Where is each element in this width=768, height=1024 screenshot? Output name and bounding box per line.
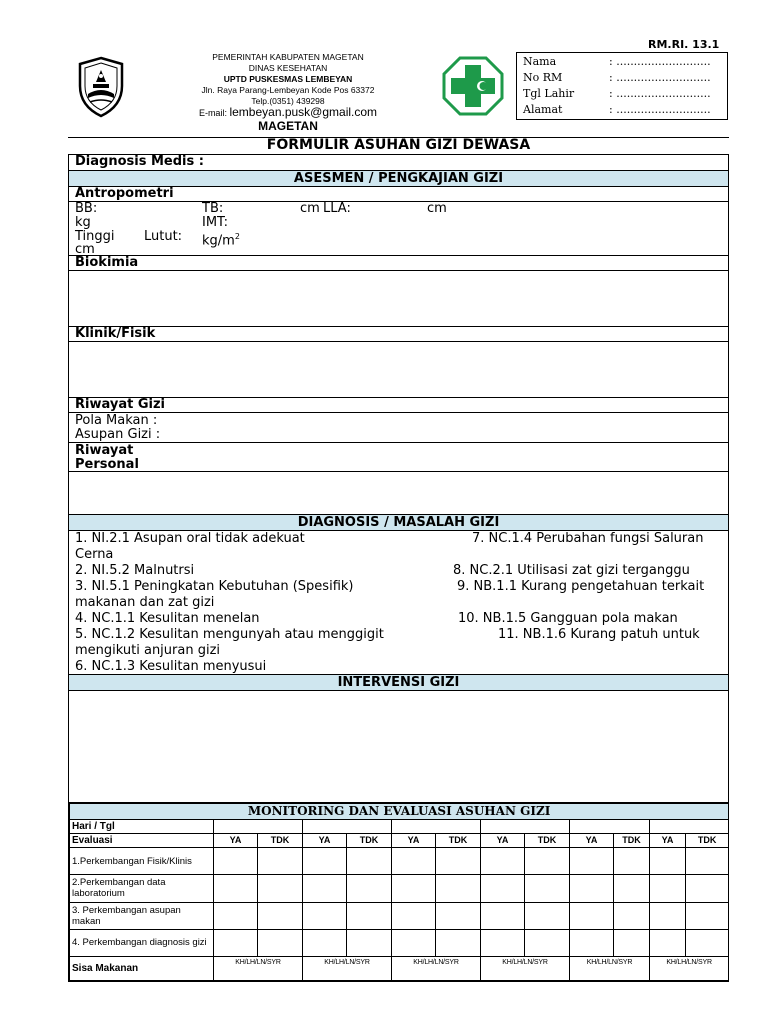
date-cell-3[interactable] xyxy=(392,820,481,834)
lutut-label: Lutut: xyxy=(144,229,183,244)
patient-address-row: Alamat : ........................... xyxy=(523,103,711,116)
patient-dob-row: Tgl Lahir : ........................... xyxy=(523,87,711,100)
ya-header: YA xyxy=(650,834,686,848)
date-cell-4[interactable] xyxy=(481,820,570,834)
check-cell[interactable] xyxy=(258,848,303,875)
check-cell[interactable] xyxy=(214,875,258,902)
ya-header: YA xyxy=(214,834,258,848)
tinggi-label: Tinggi xyxy=(75,229,115,244)
diagnosis-item-10[interactable]: 10. NB.1.5 Gangguan pola makan xyxy=(458,611,678,626)
check-cell[interactable] xyxy=(686,902,729,929)
evaluation-item-label: 3. Perkembangan asupan makan xyxy=(70,902,214,929)
magetan-coat-of-arms-logo xyxy=(76,56,126,118)
tdk-header: TDK xyxy=(614,834,650,848)
section-intervensi: INTERVENSI GIZI xyxy=(69,675,728,691)
letterhead xyxy=(178,52,398,133)
check-cell[interactable] xyxy=(570,929,614,956)
riwayat-personal-heading: Riwayat Personal xyxy=(69,443,728,472)
lla-label: LLA: xyxy=(323,201,351,216)
imt-label: IMT: xyxy=(202,215,228,230)
diagnosis-item-6[interactable]: 6. NC.1.3 Kesulitan menyusui xyxy=(75,659,267,674)
diagnosis-item-7-continued: Cerna xyxy=(75,547,114,562)
evaluasi-label: Evaluasi xyxy=(70,834,214,848)
check-cell[interactable] xyxy=(614,848,650,875)
bb-label: BB: xyxy=(75,201,98,216)
table-row xyxy=(70,848,729,875)
check-cell[interactable] xyxy=(258,875,303,902)
check-cell[interactable] xyxy=(392,902,436,929)
check-cell[interactable] xyxy=(481,902,525,929)
sisa-makanan-cell[interactable]: KH/LH/LN/SYR xyxy=(214,956,303,980)
section-asesmen: ASESMEN / PENGKAJIAN GIZI xyxy=(69,171,728,187)
section-diagnosis: DIAGNOSIS / MASALAH GIZI xyxy=(69,515,728,531)
puskesmas-cross-logo xyxy=(442,56,504,116)
check-cell[interactable] xyxy=(214,929,258,956)
diagnosis-item-1[interactable]: 1. NI.2.1 Asupan oral tidak adekuat xyxy=(75,531,305,546)
kop-city: MAGETAN xyxy=(258,119,318,133)
check-cell[interactable] xyxy=(686,875,729,902)
check-cell[interactable] xyxy=(570,875,614,902)
check-cell[interactable] xyxy=(525,848,570,875)
hari-tgl-label: Hari / Tgl xyxy=(70,820,214,834)
riwayat-personal-field[interactable] xyxy=(69,472,728,515)
ya-header: YA xyxy=(570,834,614,848)
check-cell[interactable] xyxy=(614,875,650,902)
ya-header: YA xyxy=(392,834,436,848)
check-cell[interactable] xyxy=(303,848,347,875)
check-cell[interactable] xyxy=(481,929,525,956)
ya-header: YA xyxy=(481,834,525,848)
check-cell[interactable] xyxy=(303,902,347,929)
sisa-makanan-cell[interactable]: KH/LH/LN/SYR xyxy=(650,956,729,980)
patient-name-row: Nama : ........................... xyxy=(523,55,711,68)
kop-institution: UPTD PUSKESMAS LEMBEYAN xyxy=(223,74,353,84)
check-cell[interactable] xyxy=(650,848,686,875)
tdk-header: TDK xyxy=(258,834,303,848)
check-cell[interactable] xyxy=(347,848,392,875)
evaluation-item-label: 2.Perkembangan data laboratorium xyxy=(70,875,214,902)
form-title: FORMULIR ASUHAN GIZI DEWASA xyxy=(266,137,531,153)
check-cell[interactable] xyxy=(214,902,258,929)
check-cell[interactable] xyxy=(392,929,436,956)
riwayat-gizi-heading: Riwayat Gizi xyxy=(69,398,728,413)
evaluation-item-label: 1.Perkembangan Fisik/Klinis xyxy=(70,848,214,875)
sisa-makanan-cell[interactable]: KH/LH/LN/SYR xyxy=(392,956,481,980)
kop-address: Jln. Raya Parang-Lembeyan Kode Pos 63372 xyxy=(201,85,375,95)
check-cell[interactable] xyxy=(303,929,347,956)
patient-identity-box xyxy=(516,52,728,120)
antropometri-heading: Antropometri xyxy=(69,187,728,202)
check-cell[interactable] xyxy=(570,902,614,929)
check-cell[interactable] xyxy=(481,875,525,902)
diagnosis-item-8[interactable]: 8. NC.2.1 Utilisasi zat gizi terganggu xyxy=(453,563,690,578)
check-cell[interactable] xyxy=(347,902,392,929)
check-cell[interactable] xyxy=(570,848,614,875)
table-row xyxy=(70,929,729,956)
document-code: RM.RI. 13.1 xyxy=(648,38,720,51)
sisa-makanan-cell[interactable]: KH/LH/LN/SYR xyxy=(303,956,392,980)
biokimia-heading: Biokimia xyxy=(69,256,728,271)
check-cell[interactable] xyxy=(686,848,729,875)
kop-department: DINAS KESEHATAN xyxy=(248,63,328,73)
tdk-header: TDK xyxy=(525,834,570,848)
riwayat-gizi-fields[interactable] xyxy=(69,413,728,443)
table-row xyxy=(70,956,729,980)
tdk-header: TDK xyxy=(436,834,481,848)
date-cell-5[interactable] xyxy=(570,820,650,834)
tinggi-lutut-unit: cm xyxy=(75,242,95,257)
kop-email-line xyxy=(178,107,398,119)
table-row xyxy=(70,875,729,902)
monitoring-table xyxy=(68,802,729,982)
check-cell[interactable] xyxy=(258,902,303,929)
imt-unit: $kg/m^2$ xyxy=(202,232,240,249)
tdk-header: TDK xyxy=(686,834,729,848)
kop-phone: Telp.(0351) 439298 xyxy=(251,96,325,106)
check-cell[interactable] xyxy=(214,848,258,875)
biokimia-field[interactable] xyxy=(69,271,728,327)
evaluation-item-label: 4. Perkembangan diagnosis gizi xyxy=(70,929,214,956)
check-cell[interactable] xyxy=(347,875,392,902)
check-cell[interactable] xyxy=(650,875,686,902)
table-row xyxy=(70,902,729,929)
check-cell[interactable] xyxy=(347,929,392,956)
nutrition-care-form xyxy=(68,154,729,803)
diagnosis-list[interactable] xyxy=(69,531,728,675)
check-cell[interactable] xyxy=(436,848,481,875)
asupan-gizi-label: Asupan Gizi : xyxy=(75,427,161,442)
intervensi-field[interactable] xyxy=(69,691,728,802)
diagnosis-item-11[interactable]: 11. NB.1.6 Kurang patuh untuk xyxy=(498,627,700,642)
klinik-heading: Klinik/Fisik xyxy=(69,327,728,342)
monitoring-title: MONITORING DAN EVALUASI ASUHAN GIZI xyxy=(70,804,729,820)
tdk-header: TDK xyxy=(347,834,392,848)
check-cell[interactable] xyxy=(614,929,650,956)
pola-makan-label: Pola Makan : xyxy=(75,413,158,428)
check-cell[interactable] xyxy=(436,929,481,956)
ya-header: YA xyxy=(303,834,347,848)
kop-email: lembeyan.pusk@gmail.com xyxy=(229,105,378,119)
check-cell[interactable] xyxy=(392,848,436,875)
antropometri-fields[interactable] xyxy=(69,202,728,256)
check-cell[interactable] xyxy=(303,875,347,902)
diagnosis-item-9-continued: makanan dan zat gizi xyxy=(75,595,215,610)
diagnosis-item-2[interactable]: 2. NI.5.2 Malnutrsi xyxy=(75,563,195,578)
sisa-makanan-cell[interactable]: KH/LH/LN/SYR xyxy=(481,956,570,980)
sisa-makanan-label: Sisa Makanan xyxy=(70,956,214,980)
date-cell-6[interactable] xyxy=(650,820,729,834)
diagnosis-item-11-continued: mengikuti anjuran gizi xyxy=(75,643,221,658)
check-cell[interactable] xyxy=(481,848,525,875)
check-cell[interactable] xyxy=(686,929,729,956)
bb-unit: kg xyxy=(75,215,91,230)
check-cell[interactable] xyxy=(650,929,686,956)
diagnosis-item-5[interactable]: 5. NC.1.2 Kesulitan mengunyah atau menggigit xyxy=(75,627,384,642)
sisa-makanan-cell[interactable]: KH/LH/LN/SYR xyxy=(570,956,650,980)
check-cell[interactable] xyxy=(525,875,570,902)
check-cell[interactable] xyxy=(436,902,481,929)
check-cell[interactable] xyxy=(614,902,650,929)
patient-rm-row: No RM : ........................... xyxy=(523,71,711,84)
diagnosis-item-9[interactable]: 9. NB.1.1 Kurang pengetahuan terkait xyxy=(457,579,705,594)
klinik-field[interactable] xyxy=(69,342,728,398)
diagnosis-item-7[interactable]: 7. NC.1.4 Perubahan fungsi Saluran xyxy=(472,531,704,546)
check-cell[interactable] xyxy=(650,902,686,929)
date-cell-1[interactable] xyxy=(214,820,303,834)
kop-government: PEMERINTAH KABUPATEN MAGETAN xyxy=(212,52,364,62)
check-cell[interactable] xyxy=(525,902,570,929)
diagnosis-medis-row[interactable]: Diagnosis Medis : xyxy=(69,155,728,171)
check-cell[interactable] xyxy=(258,929,303,956)
lla-unit: cm xyxy=(427,201,447,216)
check-cell[interactable] xyxy=(436,875,481,902)
diagnosis-item-4[interactable]: 4. NC.1.1 Kesulitan menelan xyxy=(75,611,260,626)
check-cell[interactable] xyxy=(525,929,570,956)
date-cell-2[interactable] xyxy=(303,820,392,834)
tb-unit: cm xyxy=(300,201,320,216)
kop-email-label: E-mail: xyxy=(198,108,227,118)
diagnosis-item-3[interactable]: 3. NI.5.1 Peningkatan Kebutuhan (Spesifik) xyxy=(75,579,354,594)
tb-label: TB: xyxy=(202,201,224,216)
check-cell[interactable] xyxy=(392,875,436,902)
